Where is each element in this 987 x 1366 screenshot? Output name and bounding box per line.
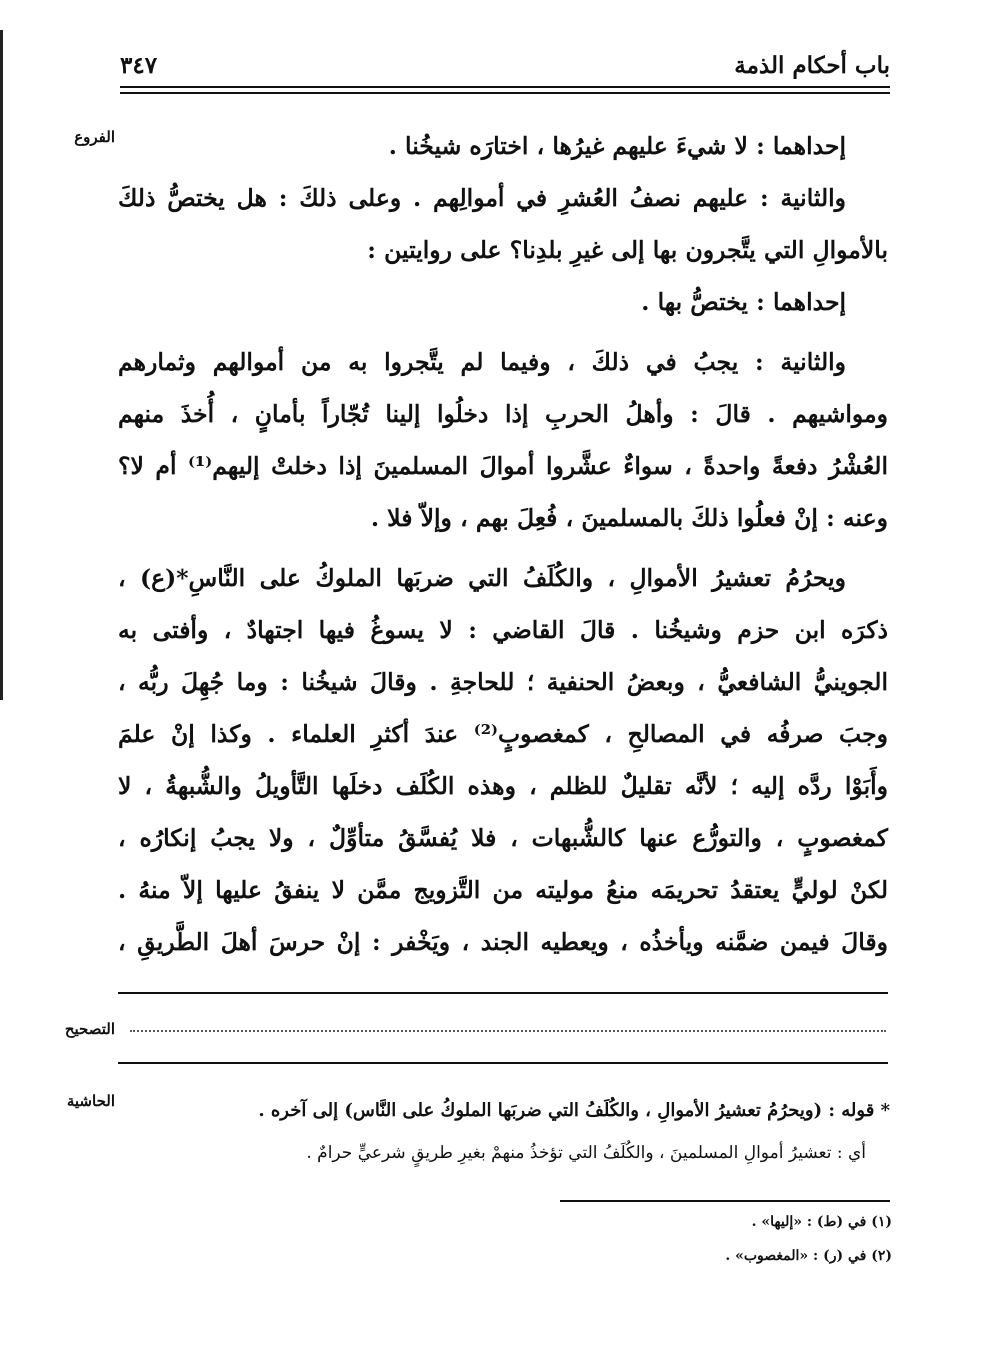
hashiya-block <box>160 1090 890 1174</box>
text-line: وأَبَوْا ردَّه إليه ؛ لأنَّه تقليلٌ للظلم ، وهذه الكُلَف دخلَها التَّأويلُ والشُّبهةُ ، لا <box>118 772 888 800</box>
text-line: والثانية : يجبُ في ذلكَ ، وفيما لم يتَّجروا به من أموالهم وثمارهم <box>118 348 846 376</box>
text-line: وجبَ صرفُه في المصالحِ ، كمغصوبٍ⁽²⁾ عندَ أكثرِ العلماء . وكذا إنْ علمَ <box>118 720 888 748</box>
side-label-hashiya: الحاشية <box>66 1092 115 1110</box>
header-rule-bottom <box>120 92 890 94</box>
section-rule <box>118 992 888 994</box>
text-line: إحداهما : لا شيءَ عليهم غيرُها ، اختارَه شيخُنا . <box>388 132 846 160</box>
main-text <box>118 120 888 968</box>
page-number: ٣٤٧ <box>120 52 158 79</box>
chapter-title: باب أحكام الذمة <box>734 52 890 79</box>
text-line: والثانية : عليهم نصفُ العُشرِ في أموالِهم . وعلى ذلكَ : هل يختصُّ ذلكَ <box>118 184 846 212</box>
footnote: (١) في (ط) : «إليها» . <box>751 1214 892 1230</box>
side-label-furu: الفروع <box>74 128 115 146</box>
page-edge-shadow <box>0 30 3 700</box>
text-line: ويحرُمُ تعشيرُ الأموالِ ، والكُلَفُ التي ضربَها الملوكُ على النَّاسِ*(ع) ، <box>118 564 846 592</box>
tashih-dotted-line <box>130 1026 886 1032</box>
text-line: وعنه : إنْ فعلُوا ذلكَ بالمسلمينَ ، فُعِلَ بهم ، وإلاّ فلا . <box>370 504 888 532</box>
text-line: وقالَ فيمن ضمَّنه ويأخذُه ، ويعطيه الجند ، ويَخْفر : إنْ حرسَ أهلَ الطَّريقِ ، <box>118 928 888 956</box>
side-label-tashih: التصحيح <box>64 1020 115 1038</box>
text-line: لكنْ لوليٍّ يعتقدُ تحريمَه منعُ موليته من التَّزويج ممَّن لا ينفقُ عليها إلاّ منهُ . <box>118 876 888 904</box>
header-rule-top <box>120 86 890 88</box>
hashiya-line: أي : تعشيرُ أموالِ المسلمينَ ، والكُلَفُ التي تؤخذُ منهمْ بغيرِ طريقٍ شرعيٍّ حرامٌ . <box>306 1143 866 1163</box>
text-line: الجوينيُّ الشافعيُّ ، وبعضُ الحنفية ؛ للحاجةِ . وقالَ شيخُنا : وما جُهِلَ ربُّه ، <box>118 668 888 696</box>
text-line: بالأموالِ التي يتَّجرون بها إلى غيرِ بلدِنا؟ على روايتين : <box>367 236 888 264</box>
text-line: إحداهما : يختصُّ بها . <box>641 288 846 316</box>
footnote: (٢) في (ر) : «المغصوب» . <box>725 1248 892 1264</box>
section-rule-2 <box>118 1062 888 1064</box>
running-header <box>120 46 890 86</box>
text-line: العُشْرُ دفعةً واحدةً ، سواءٌ عشَّروا أموالَ المسلمينَ إذا دخلتْ إليهم⁽¹⁾ أم لا؟ <box>118 452 888 480</box>
text-line: ذكرَه ابن حزم وشيخُنا . قالَ القاضي : لا يسوغُ فيها اجتهادٌ ، وأفتى به <box>118 616 888 644</box>
hashiya-line: * قوله : (ويحرُمُ تعشيرُ الأموالِ ، والكُلَفُ التي ضربَها الملوكُ على النَّاس) إلى آخره . <box>258 1100 890 1121</box>
text-line: ومواشيهم . قالَ : وأهلُ الحربِ إذا دخلُوا إلينا تُجّاراً بأمانٍ ، أُخذَ منهم <box>118 400 888 428</box>
text-line: كمغصوبٍ ، والتورُّع عنها كالشُّبهات ، فلا يُفسَّقُ متأوِّلٌ ، ولا يجبُ إنكارُه ، <box>118 824 888 852</box>
footnote-rule <box>560 1200 890 1202</box>
